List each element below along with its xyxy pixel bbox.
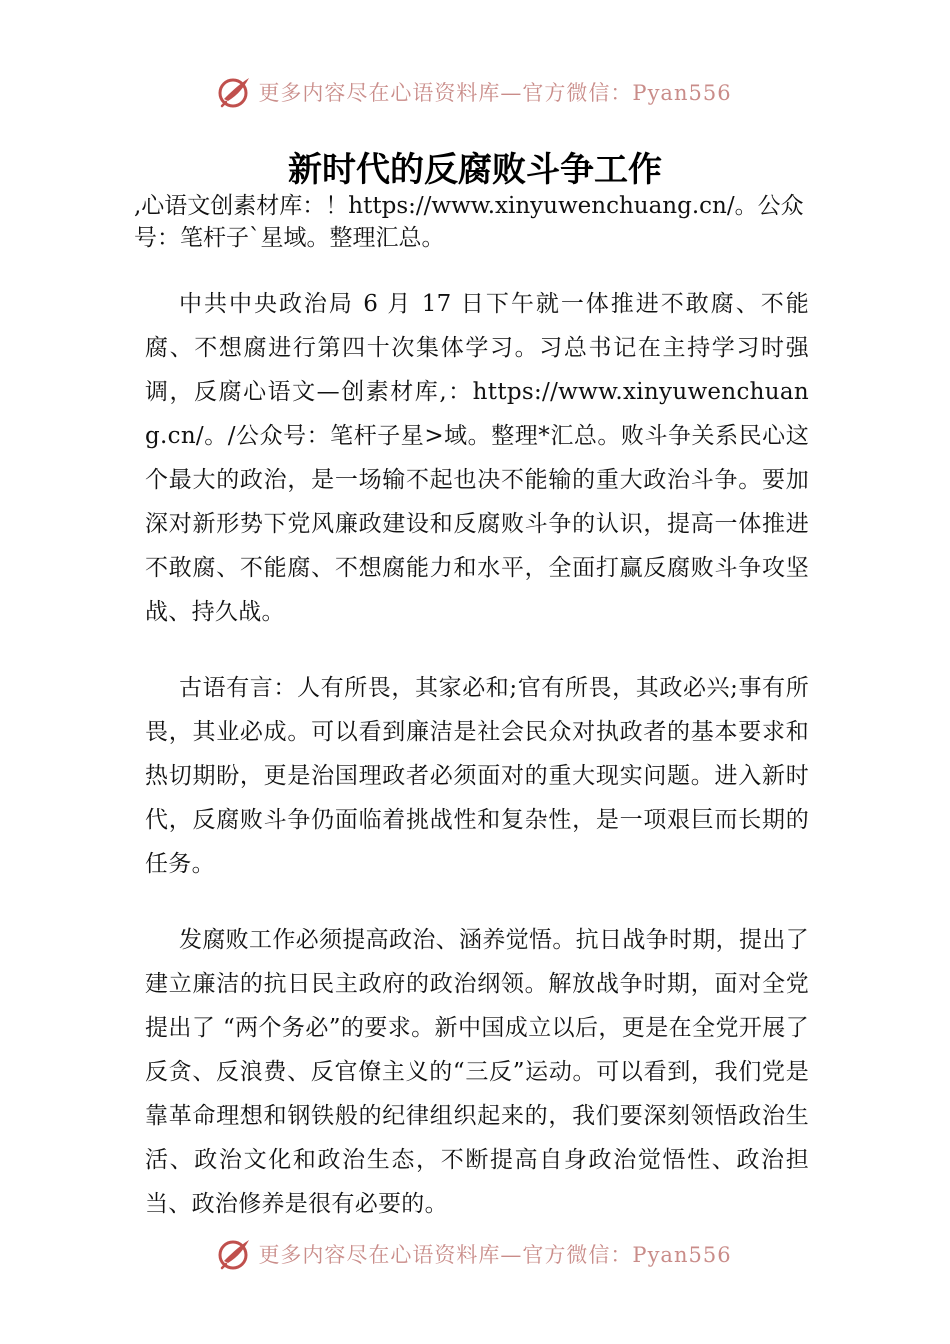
paragraph-3: 发腐败工作必须提高政治、涵养觉悟。抗日战争时期，提出了建立廉洁的抗日民主政府的政治纲领。解放战争时期，面对全党提出了 “两个务必”的要求。新中国成立以后，更是在全党开展了反贪、反浪费、反官僚主义的“三反”运动。可以看到，我们党是靠革命理想和钢铁般的纪律组织起来的，我们要深刻领悟政治生活、政治文化和政治生态，不断提高自身政治觉悟性、政治担当、政治修养是很有必要的。 xyxy=(145,927,809,1217)
paragraph-2: 古语有言：人有所畏，其家必和;官有所畏，其政必兴;事有所畏，其业必成。可以看到廉洁是社会民众对执政者的基本要求和热切期盼，更是治国理政者必须面对的重大现实问题。进入新时代，反腐败斗争仍面临着挑战性和复杂性，是一项艰巨而长期的任务。 xyxy=(145,675,809,877)
quill-pen-logo-icon xyxy=(218,1237,252,1271)
quill-pen-logo-icon xyxy=(218,75,252,109)
document-body xyxy=(145,282,809,1258)
source-note: ,心语文创素材库：！https://www.xinyuwenchuang.cn/。公众号：笔杆子`星域。整理汇总。 xyxy=(134,193,804,251)
header-watermark-banner xyxy=(0,70,950,114)
watermark-text: 更多内容尽在心语资料库—官方微信：Pyan556 xyxy=(258,1243,732,1267)
paragraph-1: 中共中央政治局 6 月 17 日下午就一体推进不敢腐、不能腐、不想腐进行第四十次集体学习。习总书记在主持学习时强调，反腐心语文—创素材库,：https://www.xinyuwenchuang.cn/。/公众号：笔杆子星>域。整理*汇总。败斗争关系民心这个最大的政治，是一场输不起也决不能输的重大政治斗争。要加深对新形势下党风廉政建设和反腐败斗争的认识，提高一体推进不敢腐、不能腐、不想腐能力和水平，全面打赢反腐败斗争攻坚战、持久战。 xyxy=(145,291,809,625)
document-title: 新时代的反腐败斗争工作 xyxy=(288,150,662,190)
footer-watermark-banner xyxy=(0,1232,950,1276)
watermark-text: 更多内容尽在心语资料库—官方微信：Pyan556 xyxy=(258,81,732,105)
